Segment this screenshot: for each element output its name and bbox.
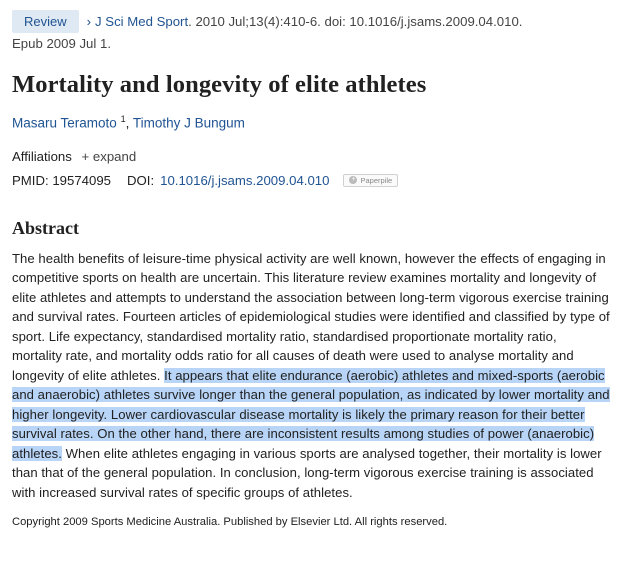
doi-label: DOI: <box>127 172 155 188</box>
abstract-text <box>12 249 610 503</box>
expand-affiliations-button[interactable]: + expand <box>81 148 137 164</box>
affiliations-label: Affiliations <box>12 148 72 164</box>
journal-link[interactable]: J Sci Med Sport <box>95 14 189 29</box>
pmid-label: PMID: <box>12 172 49 188</box>
affiliation-ref[interactable]: 1 <box>120 114 126 124</box>
paperpile-label: Paperpile <box>360 175 393 185</box>
epub-date: Epub 2009 Jul 1. <box>12 36 111 51</box>
abstract-text-part: The health benefits of leisure-time physical activity are well known, however the effects of engaging in competitive sports on health are uncertain. This literature review examines mortality and longevity of elite athletes and attempts to understand the association between long-term vigorous exercise training and survival rates. Fourteen articles of epidemiological studies were identified and classified by type of sport. Life expectancy, standardised mortality ratio, standardised proportionate mortality ratio, mortality rate, and mortality odds ratio for all causes of death were used to analyse mortality and longevity of elite athletes. <box>12 250 610 383</box>
pmid-value: 19574095 <box>52 172 111 188</box>
review-badge[interactable]: Review <box>12 10 79 33</box>
abstract-text-part: When elite athletes engaging in various sports are analysed together, their mortality is lower than that of the general population. In conclusion, long-term vigorous exercise training is associated with increased survival rates of specific groups of athletes. <box>12 445 602 500</box>
affiliations-row <box>12 149 610 164</box>
abstract-heading: Abstract <box>12 217 79 238</box>
highlighted-text: It appears that elite endurance (aerobic) athletes and mixed-sports (aerobic and anaerobic) athletes survive longer than the general population, as indicated by lower mortality and higher longevity. Lower cardiovascular disease mortality is likely the primary reason for their better survival rates. On the other hand, there are inconsistent results among studies of power (anaerobic) athletes. <box>12 367 610 461</box>
author-link[interactable]: Masaru Teramoto <box>12 115 117 131</box>
doi-link[interactable]: 10.1016/j.jsams.2009.04.010 <box>160 172 330 188</box>
paperpile-button[interactable] <box>343 174 398 187</box>
paperpile-icon: + <box>351 176 356 183</box>
citation-line <box>12 10 610 54</box>
citation-details: . 2010 Jul;13(4):410-6. doi: 10.1016/j.jsams.2009.04.010. <box>188 14 523 29</box>
chevron-right-icon: › <box>86 14 92 29</box>
author-list: Masaru Teramoto $^1$, Timothy J Bungum <box>12 114 245 131</box>
article-title: Mortality and longevity of elite athletes <box>12 71 427 98</box>
author-link[interactable]: Timothy J Bungum <box>132 115 245 131</box>
copyright-notice: Copyright 2009 Sports Medicine Australia. Published by Elsevier Ltd. All rights reserved. <box>12 516 448 528</box>
article-page <box>12 10 610 528</box>
identifiers-row <box>12 173 610 188</box>
